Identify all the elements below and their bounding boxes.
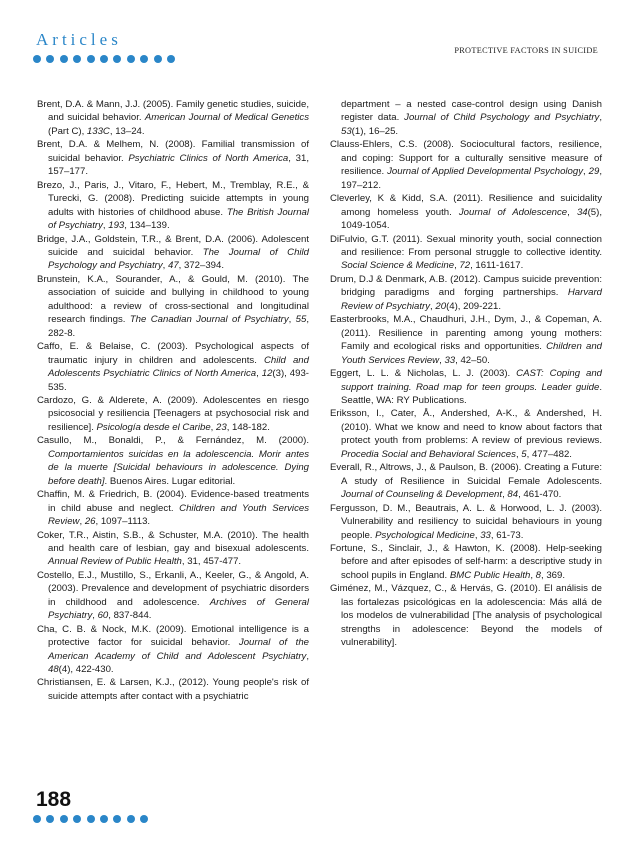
reference-text: Brent, D.A. & Melhem, N. (2008). Familial transmission of suicidal behavior. — [37, 139, 309, 164]
reference-text: Eggert, L. L. & Nicholas, L. J. (2003). — [330, 368, 517, 380]
reference-text: (1), 16–25. — [351, 125, 399, 137]
decorative-dots-top — [33, 55, 175, 63]
reference-italic: Journal of Counseling & Development — [341, 489, 503, 501]
dot — [60, 815, 68, 823]
reference-text: , — [306, 650, 309, 662]
reference-entry — [37, 98, 309, 138]
dot — [33, 55, 41, 63]
reference-entry — [330, 582, 602, 649]
reference-entry — [330, 407, 602, 461]
reference-text: , 461-470. — [518, 489, 562, 501]
dot — [100, 55, 108, 63]
reference-italic: 29 — [588, 166, 600, 178]
reference-italic: 33 — [480, 529, 491, 541]
reference-text: . Buenos Aires. Lugar editorial. — [104, 475, 236, 487]
reference-text: , — [430, 300, 436, 312]
reference-entry — [37, 273, 309, 340]
reference-text: Fortune, S., Sinclair, J., & Hawton, K. (2008). Help-seeking before and after episodes of self-harm: a descriptive study in school pupils in England. — [330, 542, 602, 581]
dot — [87, 55, 95, 63]
reference-text: , — [599, 112, 602, 124]
reference-italic: 33 — [444, 354, 456, 366]
reference-italic: Journal of the American Academy of Child and Adolescent Psychiatry — [48, 637, 310, 662]
reference-text: (4), 422-430. — [58, 664, 114, 676]
reference-text: , — [530, 569, 536, 581]
reference-text: Fergusson, D. M., Beautrais, A. L. & Horwood, L. J. (2003). Vulnerability and resiliency to suicidal behaviours in young people. — [330, 502, 602, 541]
reference-text: Eriksson, I., Cater, Å., Andershed, A-K., & Andershed, H. (2010). What we know and need to know about factors that protect youth from problems: A review of previous reviews. — [330, 408, 602, 447]
reference-text: , — [162, 260, 168, 272]
reference-text: , — [515, 448, 522, 460]
reference-text: Chaffin, M. & Friedrich, B. (2004). Evidence-based treatments in child abuse and neglect. — [37, 489, 309, 514]
reference-entry — [330, 138, 602, 192]
reference-text: , — [256, 368, 262, 380]
reference-text: , 369. — [541, 569, 566, 581]
dot — [140, 815, 148, 823]
reference-italic: 72 — [459, 260, 471, 272]
reference-italic: CAST: Coping and support training. Road map for teen groups. Leader guide — [341, 368, 602, 393]
reference-italic: Archives of General Psychiatry — [48, 596, 309, 622]
reference-text: , 1097–1113. — [95, 516, 151, 528]
dot — [73, 815, 81, 823]
dot — [127, 815, 135, 823]
reference-text: , — [79, 516, 85, 528]
reference-entry — [330, 542, 602, 582]
reference-entry — [330, 273, 602, 313]
reference-italic: Children and Youth Services Review — [341, 341, 602, 366]
reference-italic: Journal of Child Psychology and Psychiatry — [404, 112, 600, 124]
reference-text: , — [92, 610, 98, 622]
reference-text: , — [102, 220, 109, 232]
dot — [154, 55, 162, 63]
reference-italic: Children and Youth Services Review — [48, 502, 309, 528]
reference-text: Giménez, M., Vázquez, C., & Hervás, G. (2010). El análisis de las fortalezas psicológicas en la adolescencia: Más allá de los modelos de vulnerabilidad [The analysis of psychological strengths in adolescence: Beyond the models of vulnerability]. — [330, 583, 602, 649]
reference-text: , 13–24. — [109, 125, 145, 137]
reference-text: , — [210, 421, 217, 433]
reference-entry — [37, 233, 309, 273]
reference-entry — [330, 233, 602, 273]
reference-italic: Harvard Review of Psychiatry — [341, 287, 602, 312]
reference-entry — [37, 529, 309, 569]
reference-italic: Journal of Applied Developmental Psychology — [387, 166, 584, 178]
reference-italic: 48 — [48, 664, 59, 676]
reference-text: Brent, D.A. & Mann, J.J. (2005). Family genetic studies, suicide, and suicidal behavior. — [37, 99, 309, 124]
reference-text: , — [439, 354, 445, 366]
reference-italic: The British Journal of Psychiatry — [48, 206, 309, 232]
reference-text: Bridge, J.A., Goldstein, T.R., & Brent, D.A. (2006). Adolescent suicide and suicidal behavior. — [37, 233, 309, 258]
reference-italic: 5 — [521, 448, 527, 460]
reference-text: , 134–139. — [124, 220, 170, 232]
references-right-column — [330, 98, 602, 650]
reference-text: department – a nested case-control design using Danish register data. — [341, 99, 602, 124]
reference-italic: The Canadian Journal of Psychiatry — [129, 314, 289, 326]
reference-text: Brezo, J., Paris, J., Vitaro, F., Hebert, M., Tremblay, R.E., & Turecki, G. (2008). Predicting suicide attempts in young adults with histories of childhood abuse. — [37, 179, 309, 218]
dot — [140, 55, 148, 63]
reference-entry — [330, 98, 602, 138]
reference-entry — [330, 367, 602, 407]
reference-italic: 8 — [535, 569, 542, 581]
reference-text: Christiansen, E. & Larsen, K.J., (2012). Young people's risk of suicide attempts after contact with a psychiatric — [37, 677, 309, 702]
reference-text: Cha, C. B. & Nock, M.K. (2009). Emotional intelligence is a protective factor for suicidal behavior. — [37, 623, 309, 649]
reference-text: Caffo, E. & Belaise, C. (2003). Psychological aspects of traumatic injury in children and adolescents. — [37, 341, 309, 366]
reference-text: Cardozo, G. & Alderete, A. (2009). Adolescentes en riesgo psicosocial y resiliencia [Teenagers at psychosocial risk and resilience]. — [37, 394, 309, 433]
reference-italic: The Journal of Child Psychology and Psychiatry — [48, 246, 310, 272]
dot — [113, 55, 121, 63]
reference-text: , — [288, 314, 296, 326]
reference-text: , 477–482. — [526, 448, 572, 460]
reference-italic: Child and Adolescents Psychiatric Clinics of North America — [48, 354, 309, 380]
reference-text: (5), 1049-1054. — [341, 206, 602, 232]
reference-italic: Psicología desde el Caribe — [96, 421, 211, 433]
reference-text: , — [502, 489, 508, 501]
reference-entry — [37, 569, 309, 623]
dot — [46, 815, 54, 823]
reference-italic: 60 — [97, 610, 109, 622]
reference-italic: Psychological Medicine — [375, 529, 475, 541]
dot — [100, 815, 108, 823]
dot — [73, 55, 81, 63]
reference-italic: 26 — [84, 516, 96, 528]
reference-text: , 42–50. — [455, 354, 490, 366]
reference-entry — [37, 179, 309, 233]
reference-text: Brunstein, K.A., Sourander, A., & Gould, M. (2010). The association of suicide and bullying in childhood to young adulthood: a review of cross-sectional and longitudinal research findings. — [37, 273, 309, 326]
reference-italic: 20 — [435, 300, 447, 312]
reference-text: Drum, D.J & Denmark, A.B. (2012). Campus suicide prevention: bridging paradigms and forging partnerships. — [330, 273, 602, 299]
reference-text: (Part C), — [48, 125, 87, 137]
running-title: PROTECTIVE FACTORS IN SUICIDE — [454, 46, 598, 55]
reference-entry — [37, 340, 309, 394]
dot — [127, 55, 135, 63]
reference-text: , 372–394. — [178, 260, 225, 272]
dot — [113, 815, 121, 823]
reference-italic: Psychiatric Clinics of North America — [128, 152, 289, 164]
decorative-dots-bottom — [33, 815, 148, 823]
reference-text: Cleverley, K & Kidd, S.A. (2011). Resilience and suicidality among homeless youth. — [330, 193, 602, 218]
reference-text: , 282-8. — [48, 314, 310, 339]
reference-entry — [37, 676, 309, 703]
reference-text: (4), 209-221. — [446, 300, 501, 312]
reference-text: Clauss-Ehlers, C.S. (2008). Sociocultural factors, resilience, and coping: Support for a culturally sensitive measure of resilience. — [330, 139, 602, 178]
reference-entry — [330, 313, 602, 367]
dot — [167, 55, 175, 63]
reference-italic: 34 — [576, 206, 588, 218]
reference-text: , — [583, 166, 589, 178]
reference-entry — [37, 138, 309, 178]
reference-italic: 23 — [216, 421, 227, 433]
reference-italic: BMC Public Health — [449, 569, 531, 581]
reference-italic: 47 — [168, 260, 179, 272]
reference-entry — [330, 502, 602, 542]
reference-text: Coker, T.R., Aistin, S.B., & Schuster, M.A. (2010). The health and health care of lesbian, gay and bisexual adolescents. — [37, 529, 309, 554]
reference-text: , — [567, 206, 577, 218]
reference-italic: 53 — [341, 125, 352, 137]
reference-entry — [37, 394, 309, 434]
dot — [60, 55, 68, 63]
dot — [87, 815, 95, 823]
reference-entry — [330, 461, 602, 501]
reference-entry — [37, 488, 309, 528]
dot — [46, 55, 54, 63]
reference-entry — [330, 192, 602, 232]
references-left-column — [37, 98, 309, 703]
reference-italic: Social Science & Medicine — [341, 260, 455, 272]
reference-text: , 31, 157–177. — [48, 152, 310, 178]
page-number: 188 — [36, 788, 72, 811]
reference-text: . Seattle, WA: RY Publications. — [341, 381, 602, 406]
reference-text: Casullo, M., Bonaldi, P., & Fernández, M. (2000). — [37, 435, 309, 447]
reference-text: , — [474, 529, 481, 541]
reference-italic: 55 — [295, 314, 307, 326]
reference-italic: 84 — [507, 489, 519, 501]
reference-italic: American Journal of Medical Genetics — [144, 112, 309, 124]
reference-text: (3), 493-535. — [48, 368, 309, 393]
reference-entry — [37, 434, 309, 488]
reference-italic: Journal of Adolescence — [458, 206, 568, 218]
section-label: Articles — [36, 30, 122, 49]
reference-entry — [37, 623, 309, 677]
reference-text: DiFulvio, G.T. (2011). Sexual minority youth, social connection and resilience: From personal struggle to collective identity. — [330, 233, 602, 258]
reference-text: , 837-844. — [108, 610, 152, 622]
reference-text: , 61-73. — [490, 529, 524, 541]
reference-italic: Comportamientos suicidas en la adolescencia. Morir antes de la muerte [Suicidal behaviours in adolescence. Dying before death] — [48, 448, 309, 487]
reference-text: Easterbrooks, M.A., Chaudhuri, J.H., Dym, J., & Copeman, A. (2011). Resilience in parenting among young mothers: Family and ecological risks and opportunities. — [330, 314, 602, 353]
reference-italic: Annual Review of Public Health — [48, 556, 182, 568]
reference-text: , 197–212. — [341, 166, 602, 191]
reference-text: , — [454, 260, 460, 272]
reference-italic: 193 — [108, 220, 125, 232]
reference-text: Everall, R., Altrows, J., & Paulson, B. (2006). Creating a Future: A study of Resilience in Suicidal Female Adolescents. — [330, 462, 602, 487]
reference-text: Costello, E.J., Mustillo, S., Erkanli, A., Keeler, G., & Angold, A. (2003). Prevalence and development of psychiatric disorders in childhood and adolescence. — [37, 569, 309, 608]
reference-text: , 1611-1617. — [470, 260, 524, 272]
dot — [33, 815, 41, 823]
reference-italic: 133C — [86, 125, 110, 137]
reference-italic: 12 — [261, 368, 273, 380]
reference-text: , 148-182. — [226, 421, 270, 433]
reference-italic: Procedia Social and Behavioral Sciences — [341, 448, 516, 460]
reference-text: , 31, 457-477. — [181, 556, 242, 568]
